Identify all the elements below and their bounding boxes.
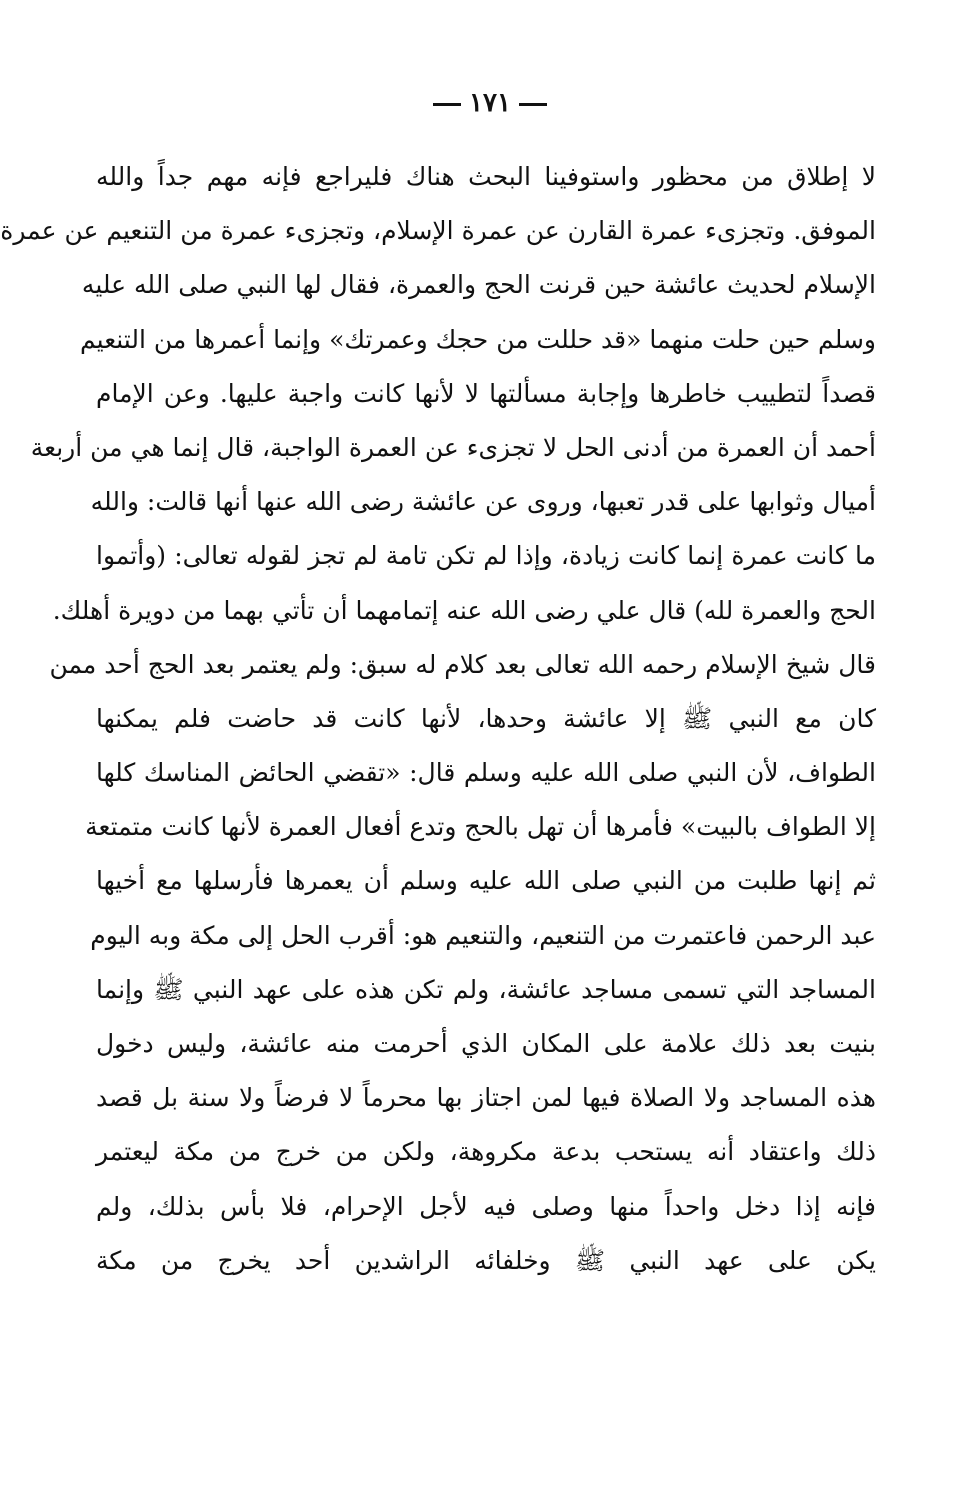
text-line: ذلك واعتقاد أنه يستحب بدعة مكروهة، ولكن من خرج من مكة ليعتمر: [96, 1137, 876, 1167]
text-line: ما كانت عمرة إنما كانت زيادة، وإذا لم تكن تامة لم تجز لقوله تعالى: (وأتموا: [96, 541, 876, 571]
text-line: الحج والعمرة لله) قال علي رضى الله عنه إتمامهما أن تأتي بهما من دويرة أهلك.: [52, 595, 876, 625]
text-line: لا إطلاق من محظور واستوفينا البحث هناك فليراجع فإنه مهم جداً والله: [96, 162, 876, 191]
text-line: هذه المساجد ولا الصلاة فيها لمن اجتاز بها محرماً لا فرضاً ولا سنة بل قصد: [96, 1083, 876, 1113]
text-line: كان مع النبي ﷺ إلا عائشة وحدها، لأنها كانت قد حاضت فلم يمكنها: [96, 703, 876, 733]
page-number-dash-right: [519, 103, 547, 106]
text-line: أميال وثوابها على قدر تعبها، وروى عن عائشة رضى الله عنها أنها قالت: والله: [90, 487, 876, 517]
text-line: إلا الطواف بالبيت» فأمرها أن تهل بالحج وتدع أفعال العمرة لأنها كانت متمتعة: [85, 812, 876, 842]
text-line: الطواف، لأن النبي صلى الله عليه وسلم قال: «تقضي الحائض المناسك كلها: [96, 758, 876, 788]
page-number: [12, 88, 968, 118]
text-line: وسلم حين حلت منهما «قد حللت من حجك وعمرتك» وإنما أعمرها من التنعيم: [80, 324, 876, 354]
text-line: الموفق. وتجزىء عمرة القارن عن عمرة الإسلام، وتجزىء عمرة من التنعيم عن عمرة: [0, 216, 876, 246]
body-text: [0, 150, 876, 1288]
text-line: الإسلام لحديث عائشة حين قرنت الحج والعمرة، فقال لها النبي صلى الله عليه: [81, 270, 876, 300]
text-line: يكن على عهد النبي ﷺ وخلفائه الراشدين أحد يخرج من مكة: [96, 1245, 876, 1275]
text-line: فإنه إذا دخل واحداً منها وصلى فيه لأجل الإحرام، فلا بأس بذلك، ولم: [96, 1191, 876, 1221]
text-line: بنيت بعد ذلك علامة على المكان الذي أحرمت منه عائشة، وليس دخول: [96, 1029, 876, 1058]
text-line: المساجد التي تسمى مساجد عائشة، ولم تكن هذه على عهد النبي ﷺ وإنما: [96, 974, 876, 1004]
page-number-value: ١٧١: [469, 88, 511, 118]
text-line: قصداً لتطييب خاطرها وإجابة مسألتها لا لأنها كانت واجبة عليها. وعن الإمام: [96, 378, 876, 408]
page-number-dash-left: [433, 103, 461, 106]
text-line: عبد الرحمن فاعتمرت من التنعيم، والتنعيم هو: أقرب الحل إلى مكة وبه اليوم: [90, 920, 876, 950]
text-line: أحمد أن العمرة من أدنى الحل لا تجزىء عن العمرة الواجبة، قال إنما هي من أربعة: [30, 432, 876, 462]
text-line: ثم إنها طلبت من النبي صلى الله عليه وسلم أن يعمرها فأرسلها مع أخيها: [96, 866, 876, 896]
text-line: قال شيخ الإسلام رحمه الله تعالى بعد كلام له سبق: ولم يعتمر بعد الحج أحد ممن: [49, 649, 876, 679]
